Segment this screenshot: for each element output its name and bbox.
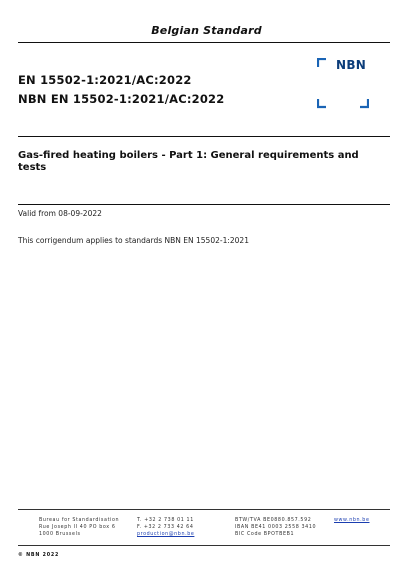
footer-divider-bottom <box>18 545 390 546</box>
footer-website <box>334 517 370 524</box>
footer-bic: BIC Code BPOTBEB1 <box>235 532 295 537</box>
nbn-reference: NBN EN 15502-1:2021/AC:2022 <box>18 92 225 106</box>
footer-divider-top <box>18 509 390 510</box>
copyright: © NBN 2022 <box>18 553 60 558</box>
footer-address-line: 1000 Brussels <box>39 532 81 537</box>
footer-address <box>39 517 119 538</box>
footer-phone: T. +32 2 738 01 11 <box>137 518 194 523</box>
document-title: Gas-fired heating boilers - Part 1: General requirements and tests <box>18 150 359 173</box>
footer-contact <box>137 517 194 538</box>
footer-iban: IBAN BE41 0003 2558 3410 <box>235 525 317 530</box>
footer-bank <box>235 517 316 538</box>
en-reference: EN 15502-1:2021/AC:2022 <box>18 73 192 87</box>
header-title: Belgian Standard <box>151 24 262 37</box>
footer-email-link[interactable]: production@nbn.be <box>137 532 195 537</box>
section-divider-bottom <box>18 204 390 205</box>
website-link[interactable]: www.nbn.be <box>334 518 370 523</box>
footer-fax: F. +32 2 733 42 64 <box>137 525 194 530</box>
footer-vat: BTW/TVA BE0880.857.592 <box>235 518 312 523</box>
valid-from: Valid from 08-09-2022 <box>18 209 102 218</box>
footer-address-line: Bureau for Standardisation <box>39 518 120 523</box>
applies-to-note: This corrigendum applies to standards NBN EN 15502-1:2021 <box>18 236 249 245</box>
nbn-logo-text: NBN <box>336 58 367 72</box>
header-divider <box>18 42 390 43</box>
footer-address-line: Rue Joseph II 40 PO box 6 <box>39 525 116 530</box>
section-divider-top <box>18 136 390 137</box>
